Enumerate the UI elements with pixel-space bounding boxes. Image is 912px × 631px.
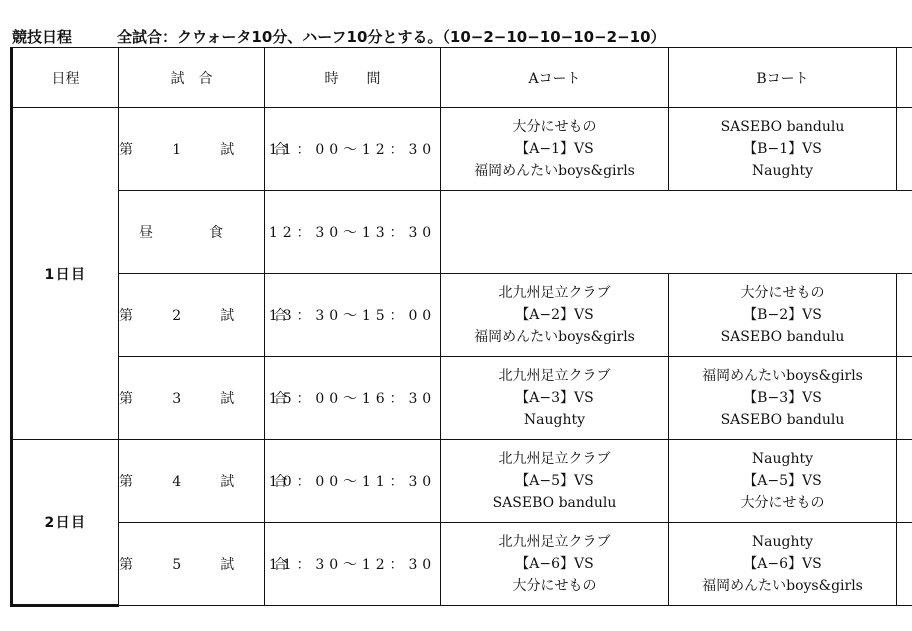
match-label: 第 3 試 合 (119, 357, 265, 440)
court-b-cell (669, 523, 897, 606)
match-label: 第 5 試 合 (119, 523, 265, 606)
court-b-cell (669, 440, 897, 523)
court-a-vs: 【A−1】VS (515, 141, 594, 157)
header-row (12, 48, 912, 108)
table-row (12, 440, 912, 523)
court-b-vs: 【B−2】VS (743, 307, 822, 323)
table-row (12, 274, 912, 357)
schedule-heading-label: 競技日程 (12, 28, 73, 46)
court-b-team-2: SASEBO bandulu (720, 329, 845, 345)
court-a-cell (441, 108, 669, 191)
schedule-heading (8, 24, 900, 46)
court-b-team-1: 福岡めんたいboys&girls (702, 368, 863, 384)
row-edge (897, 108, 912, 191)
row-edge (897, 274, 912, 357)
day-label-1: 1日目 (12, 108, 119, 440)
court-b-team-2: 大分にせもの (740, 495, 825, 511)
match-label: 第 4 試 合 (119, 440, 265, 523)
court-a-team-2: SASEBO bandulu (492, 495, 617, 511)
court-a-cell (441, 274, 669, 357)
match-time: 11：00〜12：30 (265, 108, 441, 191)
day-label-2: 2日目 (12, 440, 119, 606)
match-label: 第 1 試 合 (119, 108, 265, 191)
court-a-team-1: 北九州足立クラブ (498, 368, 611, 384)
court-b-vs: 【A−6】VS (743, 556, 822, 572)
lunch-time: 12：30〜13：30 (265, 191, 441, 274)
court-b-cell (669, 108, 897, 191)
court-b-vs: 【B−1】VS (743, 141, 822, 157)
header-match (119, 48, 265, 108)
match-time: 15：00〜16：30 (265, 357, 441, 440)
row-edge (897, 357, 912, 440)
court-b-team-1: SASEBO bandulu (720, 119, 845, 135)
schedule-table (10, 47, 912, 607)
court-b-team-1: Naughty (751, 451, 814, 467)
header-court-a: Aコート (441, 48, 669, 108)
match-label: 第 2 試 合 (119, 274, 265, 357)
table-row-lunch (12, 191, 912, 274)
schedule-rule-text: 全試合：クウォータ10分、ハーフ10分とする。（10−2−10−10−10−2−10） (117, 28, 666, 46)
court-b-team-2: SASEBO bandulu (720, 412, 845, 428)
court-b-team-1: 大分にせもの (740, 285, 825, 301)
header-day: 日程 (12, 48, 119, 108)
court-a-team-2: Naughty (523, 412, 586, 428)
court-a-cell (441, 357, 669, 440)
match-time: 11：30〜12：30 (265, 523, 441, 606)
court-a-team-2: 福岡めんたいboys&girls (474, 163, 635, 179)
lunch-empty-cell (441, 191, 912, 274)
court-a-team-2: 福岡めんたいboys&girls (474, 329, 635, 345)
row-edge (897, 523, 912, 606)
header-court-b: Bコート (669, 48, 897, 108)
court-a-cell (441, 523, 669, 606)
header-match-text: 試 合 (170, 70, 213, 87)
court-b-vs: 【A−5】VS (743, 473, 822, 489)
match-time: 10：00〜11：30 (265, 440, 441, 523)
court-a-vs: 【A−3】VS (515, 390, 594, 406)
court-b-cell (669, 274, 897, 357)
court-a-team-1: 北九州足立クラブ (498, 451, 611, 467)
court-b-team-2: Naughty (751, 163, 814, 179)
court-b-vs: 【B−3】VS (743, 390, 822, 406)
header-time (265, 48, 441, 108)
match-time: 13：30〜15：00 (265, 274, 441, 357)
court-a-team-1: 大分にせもの (512, 119, 597, 135)
court-a-cell (441, 440, 669, 523)
court-a-team-2: 大分にせもの (512, 578, 597, 594)
court-a-vs: 【A−6】VS (515, 556, 594, 572)
table-row (12, 523, 912, 606)
court-a-vs: 【A−2】VS (515, 307, 594, 323)
court-a-vs: 【A−5】VS (515, 473, 594, 489)
header-edge (897, 48, 912, 108)
court-b-team-2: 福岡めんたいboys&girls (702, 578, 863, 594)
court-a-team-1: 北九州足立クラブ (498, 534, 611, 550)
court-b-cell (669, 357, 897, 440)
lunch-label: 昼 食 (119, 191, 265, 274)
table-row (12, 357, 912, 440)
row-edge (897, 440, 912, 523)
table-row (12, 108, 912, 191)
court-a-team-1: 北九州足立クラブ (498, 285, 611, 301)
header-time-text: 時 間 (324, 70, 381, 87)
court-b-team-1: Naughty (751, 534, 814, 550)
